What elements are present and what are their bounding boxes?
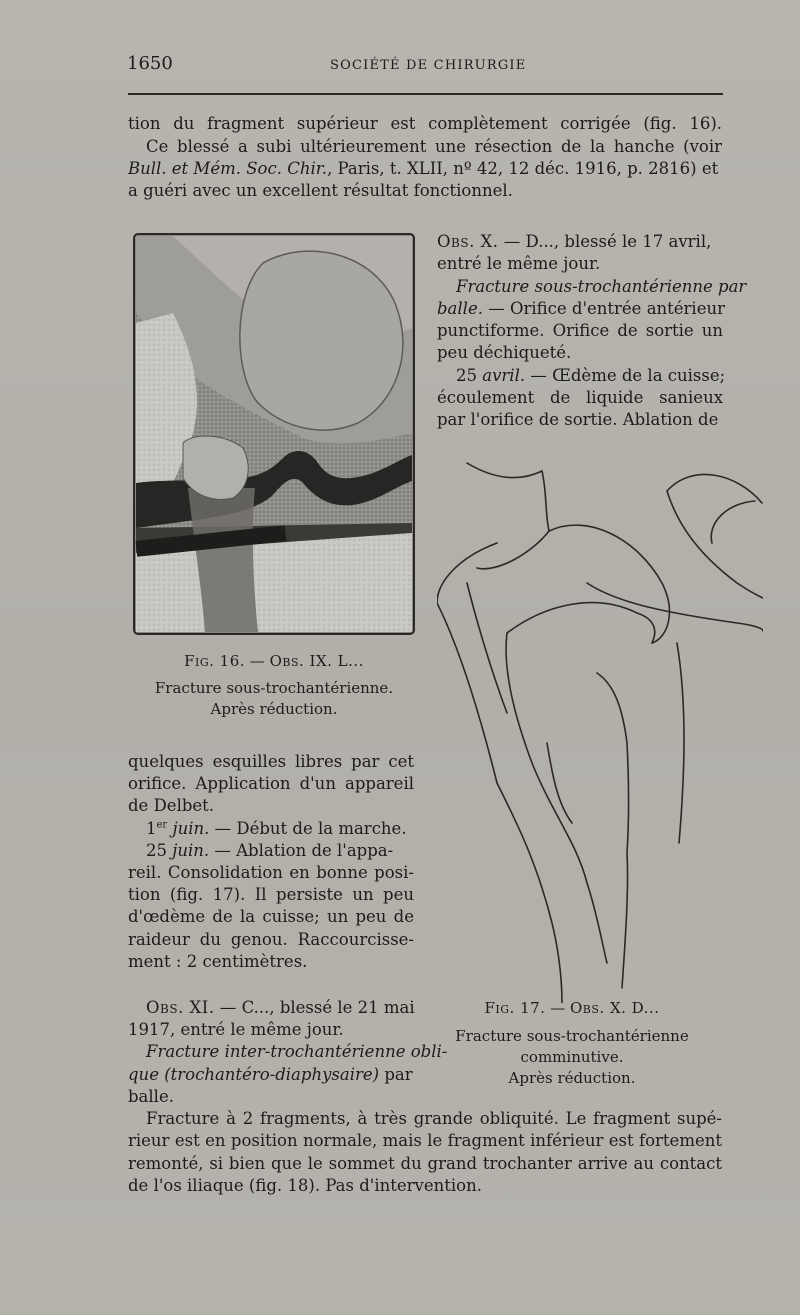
running-title: SOCIÉTÉ DE CHIRURGIE xyxy=(330,58,527,73)
figure-16-caption-line: Fig. 16. — Obs. IX. L... xyxy=(184,652,364,670)
text-line: Fracture à 2 fragments, à très grande obliquité. Le fragment supé- xyxy=(146,1109,722,1128)
text-line: rieur est en position normale, mais le fragment inférieur est fortement xyxy=(128,1131,722,1150)
text-line: ment : 2 centimètres. xyxy=(128,952,308,971)
text-line: quelques esquilles libres par cet xyxy=(128,752,414,771)
text-line: Obs. X. — D..., blessé le 17 avril, xyxy=(437,232,712,251)
figure-17-caption-line: Fig. 17. — Obs. X. D... xyxy=(484,999,660,1017)
figure-17-caption-line: comminutive. xyxy=(520,1048,624,1066)
text-line: entré le même jour. xyxy=(437,254,601,273)
text-line: par l'orifice de sortie. Ablation de xyxy=(437,410,719,429)
text-line: tion du fragment supérieur est complètement corrigée (fig. 16). xyxy=(128,114,722,133)
text-line: balle. xyxy=(128,1087,174,1106)
text-line: Bull. et Mém. Soc. Chir., Paris, t. XLII, nº 42, 12 déc. 1916, p. 2816) et xyxy=(128,159,719,178)
header-rule xyxy=(128,93,723,95)
text-line: balle. — Orifice d'entrée antérieur xyxy=(437,299,725,318)
figure-16-caption-line: Fracture sous-trochantérienne. xyxy=(154,679,394,697)
page-number: 1650 xyxy=(127,53,173,74)
text-line: Obs. XI. — C..., blessé le 21 mai xyxy=(146,998,415,1017)
text-line: écoulement de liquide sanieux xyxy=(437,388,723,407)
text-line: Ce blessé a subi ultérieurement une résection de la hanche (voir xyxy=(146,137,722,156)
text-line: de Delbet. xyxy=(128,796,215,815)
text-line: 1er juin. — Début de la marche. xyxy=(146,819,407,838)
figure-17-caption-line: Fracture sous-trochantérienne xyxy=(455,1027,689,1045)
figure-17-caption-line: Après réduction. xyxy=(508,1069,636,1087)
figure-16-radiograph xyxy=(133,233,415,635)
text-line: Fracture inter-trochantérienne obli- xyxy=(146,1042,448,1061)
text-line: reil. Consolidation en bonne posi- xyxy=(128,863,414,882)
text-line: Fracture sous-trochantérienne par xyxy=(456,277,747,296)
text-line: remonté, si bien que le sommet du grand trochanter arrive au contact xyxy=(128,1154,722,1173)
text-line: orifice. Application d'un appareil xyxy=(128,774,414,793)
text-line: tion (fig. 17). Il persiste un peu xyxy=(128,885,414,904)
text-line: punctiforme. Orifice de sortie un xyxy=(437,321,723,340)
text-line: 25 juin. — Ablation de l'appa- xyxy=(146,841,394,860)
text-line: de l'os iliaque (fig. 18). Pas d'intervention. xyxy=(128,1176,482,1195)
text-line: a guéri avec un excellent résultat fonctionnel. xyxy=(128,181,513,200)
text-line: raideur du genou. Raccourcisse- xyxy=(128,930,414,949)
text-line: peu déchiqueté. xyxy=(437,343,572,362)
text-line: d'œdème de la cuisse; un peu de xyxy=(128,907,414,926)
text-line: 25 avril. — Œdème de la cuisse; xyxy=(456,366,726,385)
text-line: que (trochantéro-diaphysaire) par xyxy=(128,1065,413,1084)
figure-16-caption-line: Après réduction. xyxy=(210,700,338,718)
figure-17-drawing xyxy=(437,443,763,1003)
text-line: 1917, entré le même jour. xyxy=(128,1020,344,1039)
